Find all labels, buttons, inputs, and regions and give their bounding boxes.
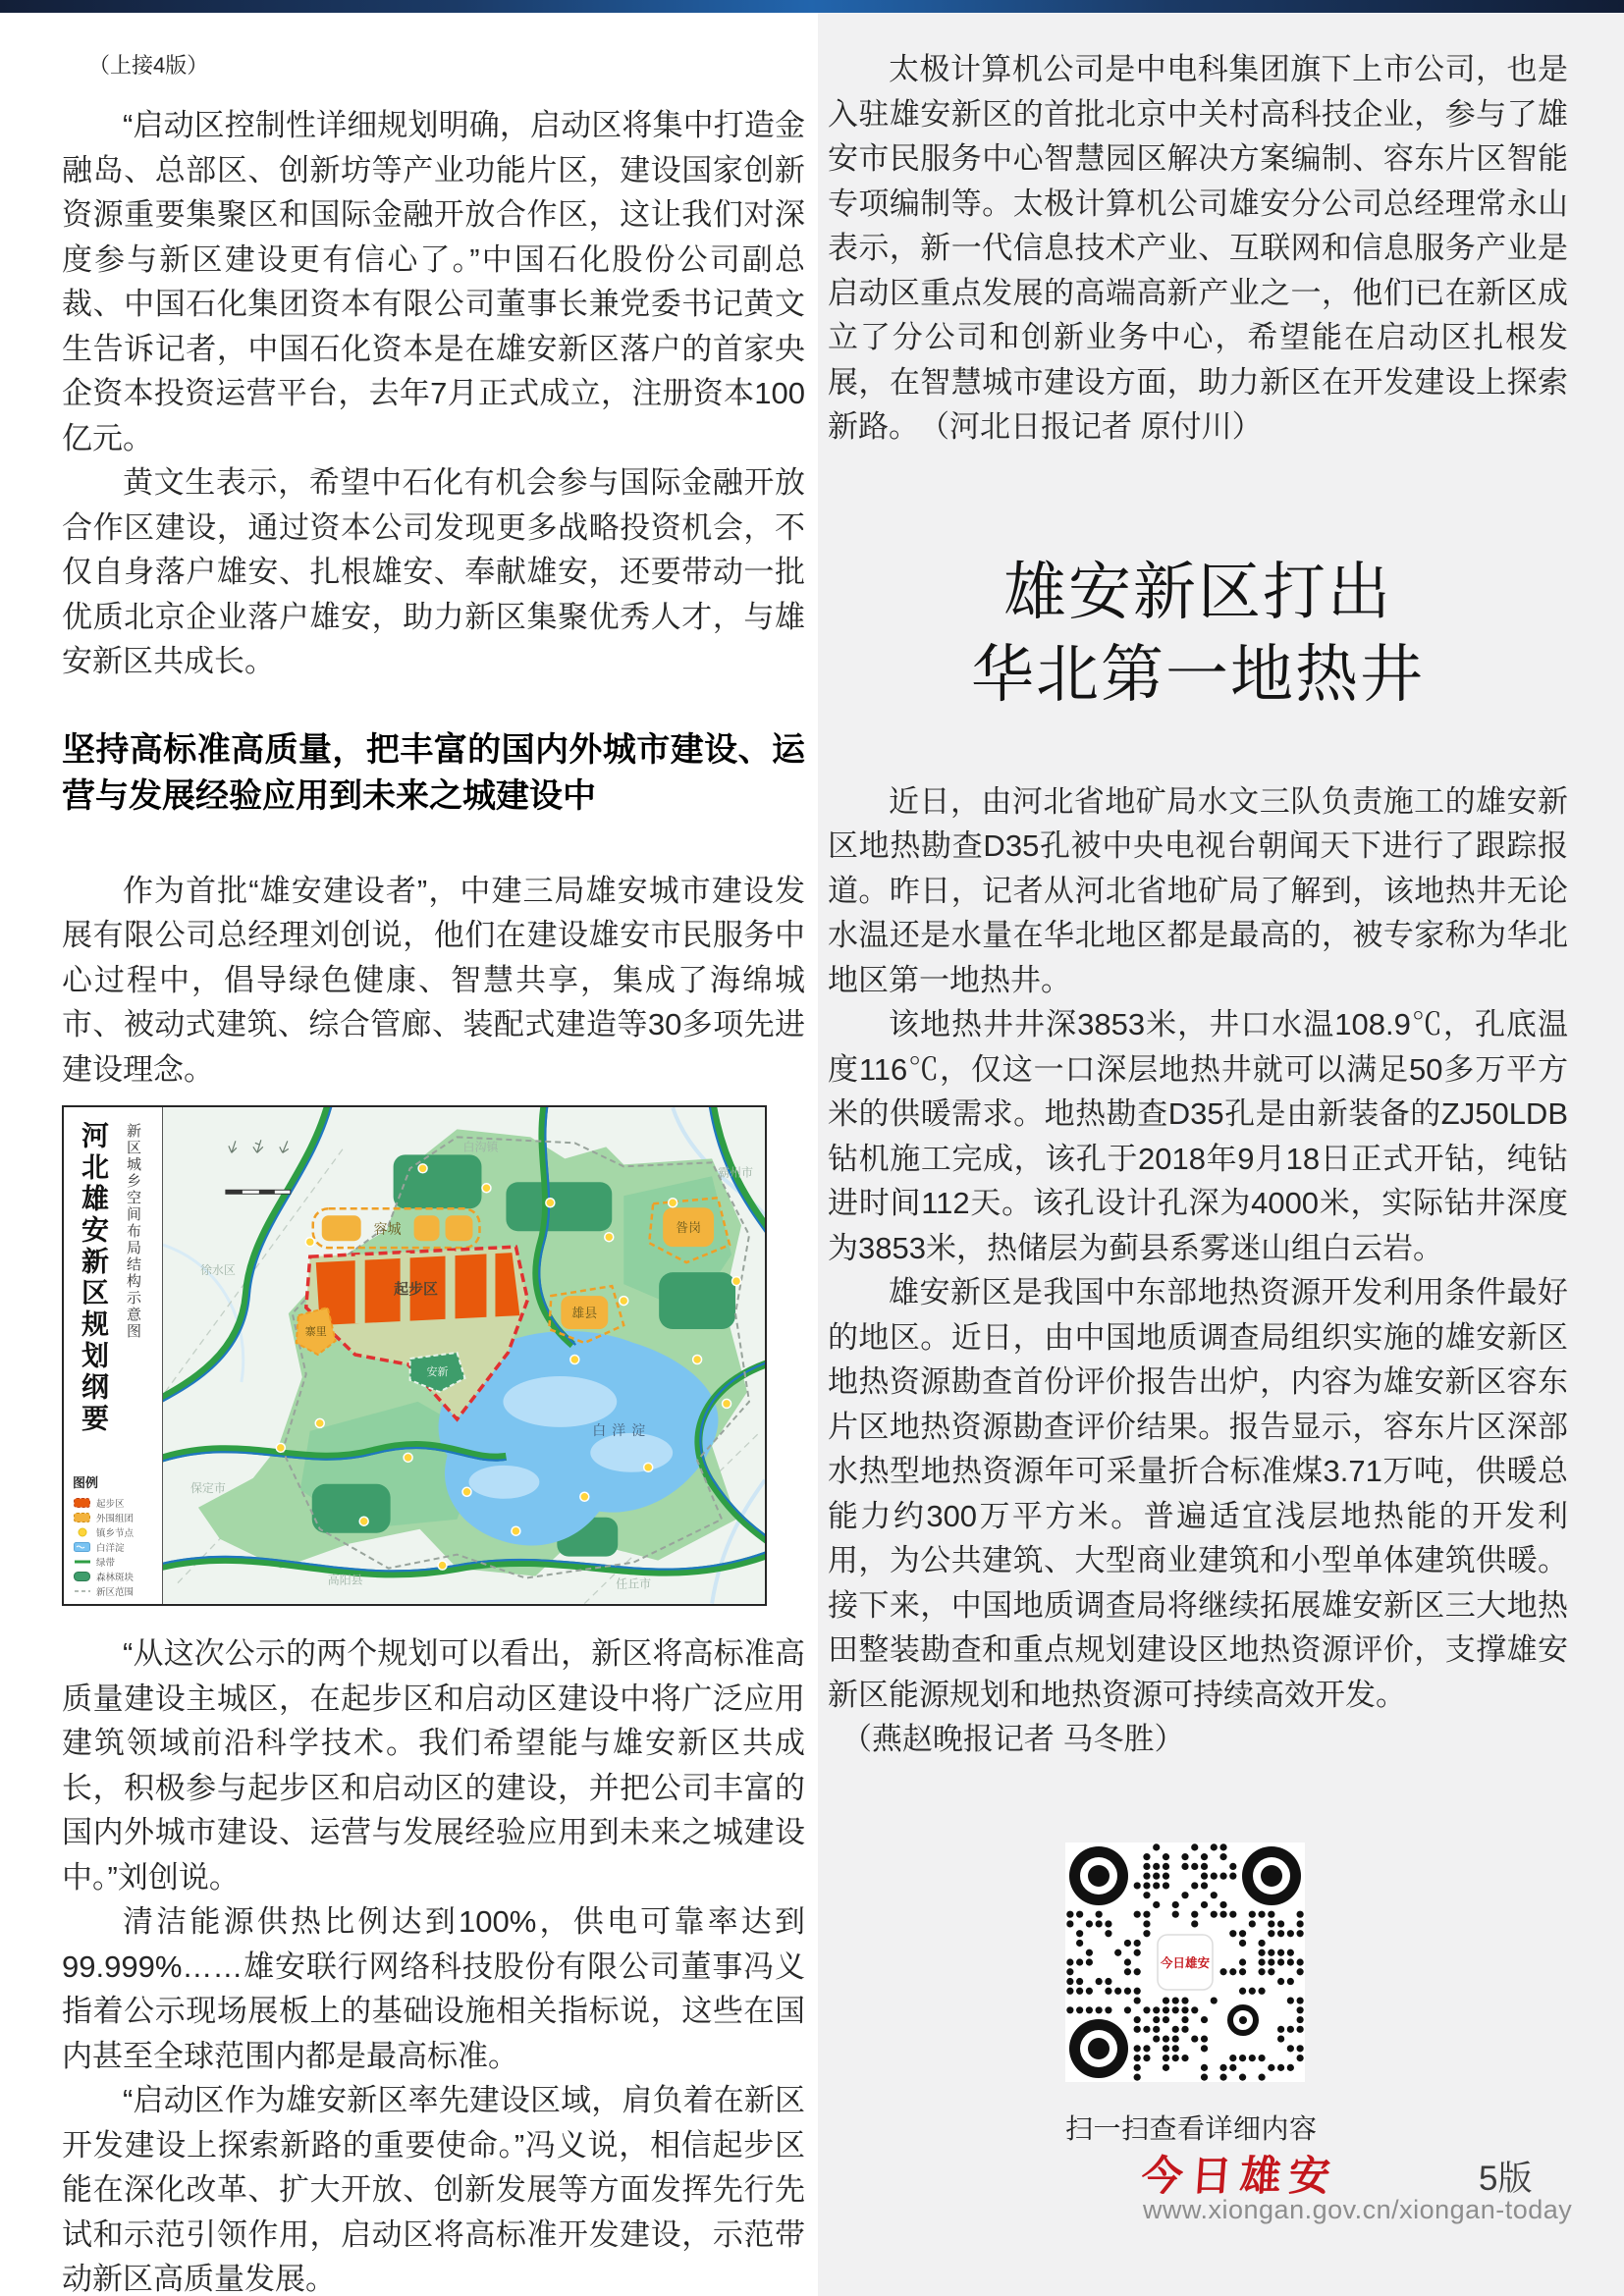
map-label-zhaili: 寨里 xyxy=(304,1326,327,1339)
geo-byline: （燕赵晚报记者 马冬胜） xyxy=(840,1722,1185,1756)
geo-paragraph-1: 近日，由河北省地矿局水文三队负责施工的雄安新区地热勘查D35孔被中央电视台朝闻天下进行了跟踪报道。昨日，记者从河北省地矿局了解到，该地热井无论水温还是水量在华北地区都是最高的，被专家称为华北地区第一地热井。 xyxy=(828,783,1568,997)
map-label-zangang: 昝岗 xyxy=(676,1220,702,1236)
legend-swatch-clusters-icon xyxy=(73,1512,92,1523)
map-legend-title: 图例 xyxy=(73,1475,99,1490)
planning-map xyxy=(163,1107,765,1604)
legend-item-clusters: 外围组团 xyxy=(73,1510,159,1524)
map-label-baigou: 白沟镇 xyxy=(462,1140,499,1154)
headline-line-1: 雄安新区打出 xyxy=(1003,556,1392,629)
top-navy-bar xyxy=(0,0,1624,13)
map-label-rongcheng: 容城 xyxy=(373,1221,402,1238)
map-label-bazhou: 霸州市 xyxy=(718,1165,754,1180)
left-paragraph-2: 黄文生表示，希望中石化有机会参与国际金融开放合作区建设，通过资本公司发现更多战略投资机会，不仅自身落户雄安、扎根雄安、奉献雄安，还要带动一批优质北京企业落户雄安，助力新区集聚优秀人才，与雄安新区共成长。 xyxy=(62,465,805,678)
headline-line-2: 华北第一地热井 xyxy=(971,638,1425,712)
geothermal-article xyxy=(828,779,1568,1762)
map-label-xiongxian: 雄县 xyxy=(571,1306,598,1321)
continued-from-note: （上接4版） xyxy=(88,53,209,78)
map-main-title: 河北雄安新区规划纲要 xyxy=(79,1121,109,1435)
map-side-panel xyxy=(64,1107,163,1604)
map-label-baoding: 保定市 xyxy=(189,1480,226,1495)
left-paragraph-6: “启动区作为雄安新区率先建设区域，肩负着在新区开发建设上探索新路的重要使命。”冯义说，相信起步区能在深化改革、扩大开放、创新发展等方面发挥先行先试和示范引领作用，启动区将高标准开发建设，示范带动新区高质量发展。 xyxy=(62,2083,805,2296)
page-number: 5版 xyxy=(1479,2160,1533,2198)
legend-swatch-forest-icon xyxy=(73,1571,92,1582)
map-legend xyxy=(73,1472,159,1598)
legend-swatch-greenbelt-icon xyxy=(73,1556,92,1568)
geo-paragraph-2: 该地热井井深3853米，井口水温108.9℃，孔底温度116℃，仅这一口深层地热井就可以满足50多万平方米的供暖需求。地热勘查D35孔是由新装备的ZJ50LDB钻机施工完成，该孔于2018年9月18日正式开钻，纯钻进时间112天。该孔设计孔深为4000米，实际钻井深度为3853米，热储层为蓟县系雾迷山组白云岩。 xyxy=(828,1007,1568,1265)
legend-swatch-startup-icon xyxy=(73,1497,92,1509)
map-sub-title: 新区城乡空间布局结构示意图 xyxy=(125,1123,141,1340)
geothermal-headline xyxy=(828,552,1568,717)
map-label-xushui: 徐水区 xyxy=(199,1263,236,1278)
left-paragraph-3: 作为首批“雄安建设者”，中建三局雄安城市建设发展有限公司总经理刘创说，他们在建设雄安市民服务中心过程中，倡导绿色健康、智慧共享，集成了海绵城市、被动式建筑、综合管廊、装配式建造等30多项先进建设理念。 xyxy=(62,873,805,1087)
site-url: www.xiongan.gov.cn/xiongan-today xyxy=(1143,2195,1573,2224)
left-subheading: 坚持高标准高质量，把丰富的国内外城市建设、运营与发展经验应用到未来之城建设中 xyxy=(62,730,805,815)
legend-item-lake: 白洋淀 xyxy=(73,1539,159,1554)
left-column xyxy=(62,47,805,2296)
map-label-lake: 白洋淀 xyxy=(592,1421,652,1438)
geo-paragraph-3: 雄安新区是我国中东部地热资源开发利用条件最好的地区。近日，由中国地质调查局组织实施的雄安新区地热资源勘查首份评价报告出炉，内容为雄安新区容东片区地热资源勘查评价结果。报告显示，容东片区深部水热型地热资源年可采量折合标准煤3.71万吨，供暖总能力约300万平方米。普遍适宜浅层地热能的开发利用，为公共建筑、大型商业建筑和小型单体建筑供暖。接下来，中国地质调查局将继续拓展雄安新区三大地热田整装勘查和重点规划建设区地热资源评价，支撑雄安新区能源规划和地热资源可持续高效开发。 xyxy=(828,1275,1568,1712)
qr-code-image xyxy=(1065,1842,1305,2082)
right-paragraph-taiji: 太极计算机公司是中电科集团旗下上市公司，也是入驻雄安新区的首批北京中关村高科技企业，参与了雄安市民服务中心智慧园区解决方案编制、容东片区智能专项编制等。太极计算机公司雄安分公司总经理常永山表示，新一代信息技术产业、互联网和信息服务产业是启动区重点发展的高端高新产业之一，他们已在新区成立了分公司和创新业务中心，希望能在启动区扎根发展，在智慧城市建设方面，助力新区在开发建设上探索新路。 （河北日报记者 原付川） xyxy=(828,52,1568,444)
qr-code xyxy=(1065,1842,1305,2082)
left-paragraph-4: “从这次公示的两个规划可以看出，新区将高标准高质量建设主城区，在起步区和启动区建设中将广泛应用建筑领域前沿科学技术。我们希望能与雄安新区共成长，积极参与起步区和启动区的建设，并把公司丰富的国内外城市建设、运营与发展经验应用到未来之城建设中。”刘创说。 xyxy=(62,1636,805,1895)
legend-swatch-boundary-icon xyxy=(73,1585,92,1597)
legend-item-forest: 森林斑块 xyxy=(73,1569,159,1583)
qr-caption: 扫一扫查看详细内容 xyxy=(1065,2112,1318,2144)
left-paragraph-1: “启动区控制性详细规划明确，启动区将集中打造金融岛、总部区、创新坊等产业功能片区，建设国家创新资源重要集聚区和国际金融开放合作区，这让我们对深度参与新区建设更有信心了。”中国石化股份公司副总裁、中国石化集团资本有限公司董事长兼党委书记黄文生告诉记者，中国石化资本是在雄安新区落户的首家央企资本投资运营平台，去年7月正式成立，注册资本100亿元。 xyxy=(62,108,805,455)
right-column xyxy=(828,47,1568,2147)
legend-swatch-nodes-icon xyxy=(73,1526,92,1538)
legend-swatch-lake-icon xyxy=(73,1541,92,1553)
qr-center-label: 今日雄安 xyxy=(1160,1955,1211,1970)
map-label-anxin: 安新 xyxy=(426,1365,449,1378)
legend-item-greenbelt: 绿带 xyxy=(73,1554,159,1569)
legend-item-boundary: 新区范围 xyxy=(73,1583,159,1598)
planning-map-figure xyxy=(62,1105,767,1606)
map-label-renqiu: 任丘市 xyxy=(616,1576,652,1591)
legend-item-nodes: 镇乡节点 xyxy=(73,1524,159,1539)
left-paragraph-5: 清洁能源供热比例达到100%，供电可靠率达到99.999%……雄安联行网络科技股份有限公司董事冯义指着公示现场展板上的基础设施相关指标说，这些在国内甚至全球范围内都是最高标准。 xyxy=(62,1904,805,2073)
map-label-startup-area: 起步区 xyxy=(394,1281,439,1299)
legend-item-startup: 起步区 xyxy=(73,1495,159,1510)
map-label-gaoyang: 高阳县 xyxy=(327,1573,363,1587)
masthead-logo: 今日雄安 xyxy=(1140,2152,1340,2200)
